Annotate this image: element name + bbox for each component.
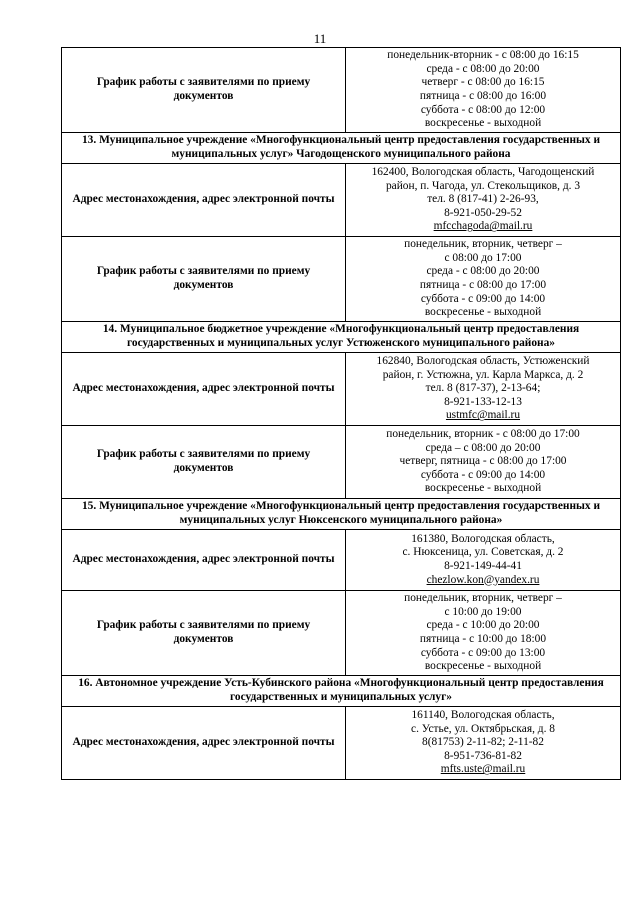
- section-header-row: [62, 676, 621, 707]
- address-line: 162840, Вологодская область, Устюженский: [376, 355, 590, 368]
- table-row: [62, 530, 621, 591]
- address-line: с. Устье, ул. Октябрьская, д. 8: [411, 722, 555, 735]
- section-title: 13. Муниципальное учреждение «Многофункциональный центр предоставления государственных и муниципальных услуг» Чагодощенского муниципального района: [62, 133, 621, 164]
- table-row: [62, 164, 621, 237]
- address-line: 8-921-149-44-41: [444, 560, 522, 572]
- schedule-line: среда – с 08:00 до 20:00: [425, 441, 541, 454]
- address-value: [346, 353, 621, 426]
- address-label: Адрес местонахождения, адрес электронной почты: [62, 530, 346, 591]
- address-line: 8(81753) 2-11-82; 2-11-82: [422, 736, 544, 749]
- section-title: 16. Автономное учреждение Усть-Кубинского района «Многофункциональный центр предоставления государственных и муниципальных услуг»: [62, 676, 621, 707]
- address-line: 162400, Вологодская область, Чагодощенский: [371, 166, 595, 179]
- address-label: Адрес местонахождения, адрес электронной почты: [62, 164, 346, 237]
- section-title: 15. Муниципальное учреждение «Многофункциональный центр предоставления государственных и муниципальных услуг Нюксенского муниципального района»: [62, 499, 621, 530]
- schedule-line: пятница - с 08:00 до 16:00: [419, 90, 547, 102]
- schedule-line: суббота - с 09:00 до 14:00: [420, 292, 546, 305]
- schedule-value: [346, 237, 621, 322]
- schedule-line: четверг - с 08:00 до 16:15: [421, 76, 545, 89]
- schedule-line: среда - с 08:00 до 20:00: [426, 265, 540, 278]
- address-value: [346, 530, 621, 591]
- table-row: [62, 48, 621, 133]
- email-link[interactable]: chezlow.kon@yandex.ru: [426, 573, 540, 586]
- schedule-line: суббота - с 08:00 до 12:00: [420, 103, 546, 116]
- schedule-line: воскресенье - выходной: [424, 660, 542, 673]
- address-line: с. Нюксеница, ул. Советская, д. 2: [402, 546, 564, 559]
- address-label: Адрес местонахождения, адрес электронной почты: [62, 353, 346, 426]
- schedule-line: суббота - с 09:00 до 13:00: [420, 646, 546, 659]
- schedule-line: воскресенье - выходной: [424, 117, 542, 130]
- schedule-line: воскресенье - выходной: [424, 306, 542, 319]
- address-line: тел. 8 (817-37), 2-13-64;: [425, 382, 541, 395]
- section-header-row: [62, 322, 621, 353]
- address-line: район, п. Чагода, ул. Стекольщиков, д. 3: [385, 179, 581, 192]
- schedule-line: понедельник, вторник, четверг –: [404, 592, 562, 605]
- schedule-value: [346, 426, 621, 499]
- schedule-line: суббота - с 09:00 до 14:00: [420, 468, 546, 481]
- section-title: 14. Муниципальное бюджетное учреждение «Многофункциональный центр предоставления государственных и муниципальных услуг Устюженского муниципального района»: [62, 322, 621, 353]
- email-link[interactable]: mfcchagoda@mail.ru: [433, 220, 533, 233]
- schedule-value: [346, 48, 621, 133]
- schedule-line: пятница - с 10:00 до 18:00: [419, 633, 547, 645]
- table-row: [62, 591, 621, 676]
- address-value: [346, 164, 621, 237]
- section-header-row: [62, 133, 621, 164]
- address-line: тел. 8 (817-41) 2-26-93,: [427, 193, 539, 206]
- schedule-line: пятница - с 08:00 до 17:00: [419, 279, 547, 291]
- schedule-label: График работы с заявителями по приему документов: [62, 237, 346, 322]
- address-line: 8-921-133-12-13: [444, 395, 522, 408]
- table-row: [62, 426, 621, 499]
- schedule-value: [346, 591, 621, 676]
- table-row: [62, 237, 621, 322]
- mfc-directory-table: [61, 47, 621, 780]
- address-line: 161380, Вологодская область,: [411, 532, 555, 545]
- email-link[interactable]: ustmfc@mail.ru: [445, 409, 521, 422]
- schedule-line: понедельник, вторник, четверг –: [404, 238, 562, 251]
- schedule-line: с 08:00 до 17:00: [444, 251, 522, 264]
- address-label: Адрес местонахождения, адрес электронной почты: [62, 707, 346, 780]
- schedule-label: График работы с заявителями по приему документов: [62, 591, 346, 676]
- schedule-line: понедельник-вторник - с 08:00 до 16:15: [387, 49, 579, 62]
- schedule-line: понедельник, вторник - с 08:00 до 17:00: [386, 428, 580, 441]
- page-number: 11: [313, 31, 327, 46]
- schedule-line: среда - с 08:00 до 20:00: [426, 62, 540, 75]
- schedule-line: с 10:00 до 19:00: [444, 605, 522, 618]
- address-line: 8-951-736-81-82: [444, 749, 522, 762]
- table-row: [62, 707, 621, 780]
- address-line: 161140, Вологодская область,: [411, 709, 555, 722]
- schedule-line: четверг, пятница - с 08:00 до 17:00: [399, 455, 567, 468]
- schedule-line: воскресенье - выходной: [424, 482, 542, 495]
- table-row: [62, 353, 621, 426]
- schedule-label: График работы с заявителями по приему документов: [62, 426, 346, 499]
- address-value: [346, 707, 621, 780]
- schedule-line: среда - с 10:00 до 20:00: [426, 619, 540, 632]
- address-line: район, г. Устюжна, ул. Карла Маркса, д. 2: [382, 368, 584, 381]
- schedule-label: График работы с заявителями по приему документов: [62, 48, 346, 133]
- email-link[interactable]: mfts.uste@mail.ru: [440, 763, 526, 776]
- address-line: 8-921-050-29-52: [444, 206, 522, 219]
- section-header-row: [62, 499, 621, 530]
